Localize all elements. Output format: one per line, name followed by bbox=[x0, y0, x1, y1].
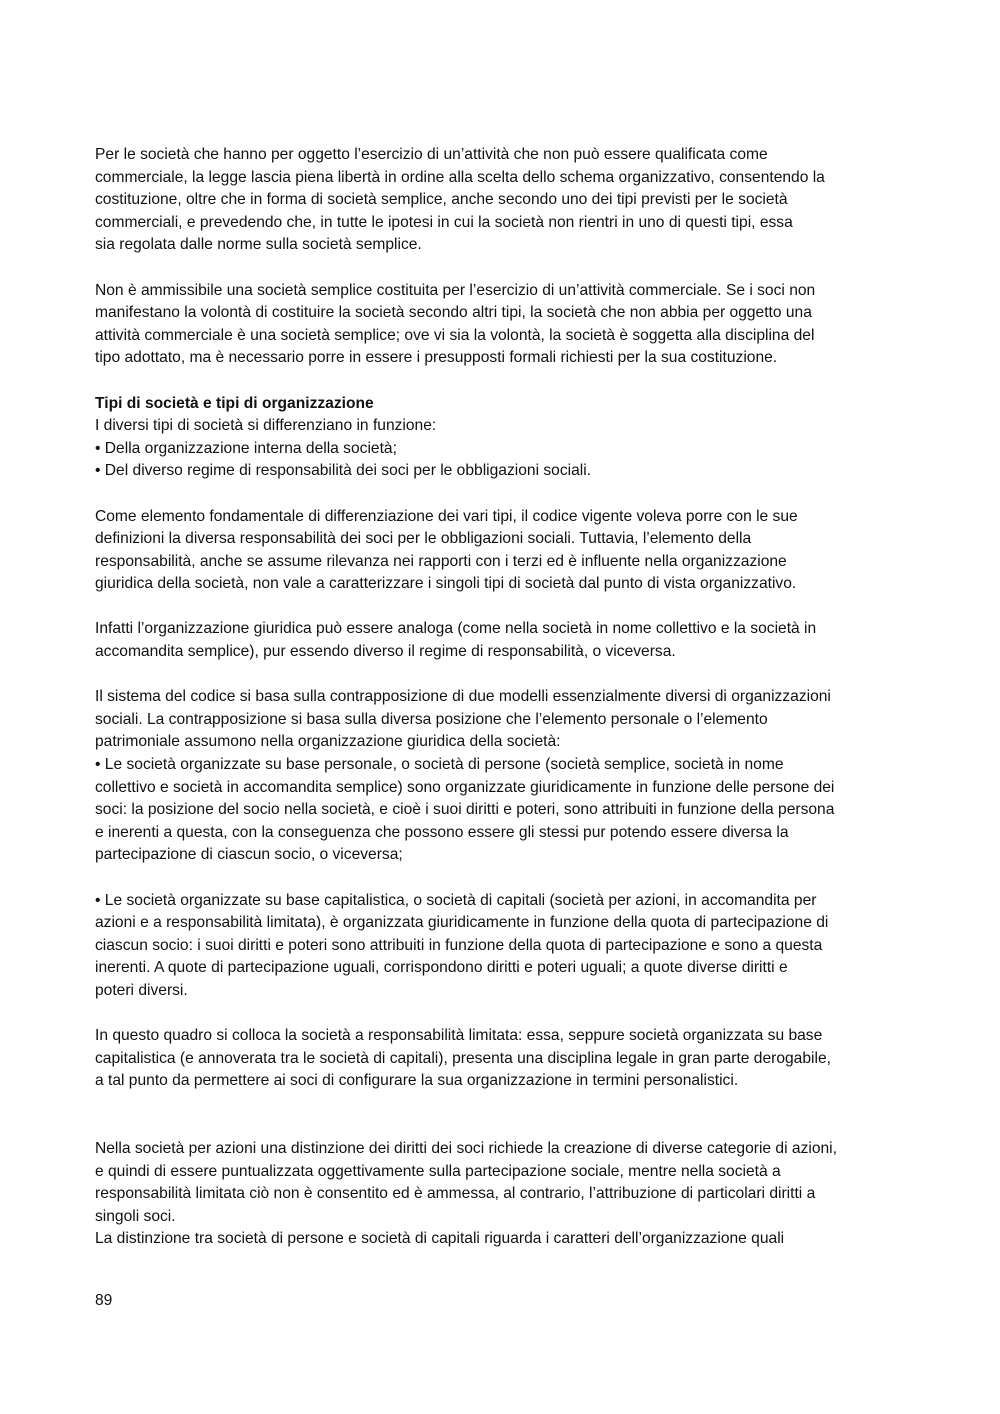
text-line: definizioni la diversa responsabilità dei soci per le obbligazioni sociali. Tuttavia, l’elemento della bbox=[95, 530, 752, 548]
text-line: azioni e a responsabilità limitata), è organizzata giuridicamente in funzione della quota di partecipazione di bbox=[95, 914, 829, 932]
text-line: singoli soci. bbox=[95, 1207, 176, 1225]
paragraph-1 bbox=[95, 144, 905, 257]
paragraph-5 bbox=[95, 686, 905, 867]
list-item: • Le società organizzate su base capitalistica, o società di capitali (società per azioni, in accomandita per bbox=[95, 891, 817, 909]
paragraph-spacer bbox=[95, 1003, 905, 1026]
text-line: I diversi tipi di società si differenziano in funzione: bbox=[95, 417, 437, 435]
text-line: giuridica della società, non vale a caratterizzare i singoli tipi di società dal punto di vista organizzativo. bbox=[95, 575, 797, 593]
text-line: In questo quadro si colloca la società a responsabilità limitata: essa, seppure società organizzata su base bbox=[95, 1027, 823, 1045]
text-line: e inerenti a questa, con la conseguenza che possono essere gli stessi pur potendo essere diversa la bbox=[95, 823, 789, 841]
paragraph-8 bbox=[95, 1138, 905, 1251]
list-item: • Del diverso regime di responsabilità dei soci per le obbligazioni sociali. bbox=[95, 462, 592, 480]
list-item: • Della organizzazione interna della società; bbox=[95, 439, 397, 457]
text-line: commerciali, e prevedendo che, in tutte le ipotesi in cui la società non rientri in uno di questi tipi, essa bbox=[95, 213, 793, 231]
text-line: commerciale, la legge lascia piena libertà in ordine alla scelta dello schema organizzativo, consentendo la bbox=[95, 168, 825, 186]
text-line: capitalistica (e annoverata tra le società di capitali), presenta una disciplina legale in gran parte derogabile, bbox=[95, 1049, 831, 1067]
text-line: costituzione, oltre che in forma di società semplice, anche secondo uno dei tipi previsti per le società bbox=[95, 191, 788, 209]
paragraph-spacer bbox=[95, 483, 905, 506]
page-number: 89 bbox=[95, 1292, 113, 1309]
paragraph-spacer bbox=[95, 257, 905, 280]
text-line: sia regolata dalle norme sulla società semplice. bbox=[95, 236, 422, 254]
paragraph-spacer bbox=[95, 664, 905, 687]
paragraph-spacer bbox=[95, 370, 905, 393]
paragraph-2 bbox=[95, 280, 905, 370]
text-line: a tal punto da permettere ai soci di configurare la sua organizzazione in termini personalistici. bbox=[95, 1072, 739, 1090]
text-line: responsabilità, anche se assume rilevanza nei rapporti con i terzi ed è influente nella organizzazione bbox=[95, 552, 787, 570]
text-line: partecipazione di ciascun socio, o viceversa; bbox=[95, 846, 403, 864]
text-line: accomandita semplice), pur essendo diverso il regime di responsabilità, o viceversa. bbox=[95, 643, 676, 661]
paragraph-6 bbox=[95, 890, 905, 1003]
text-line: attività commerciale è una società semplice; ove vi sia la volontà, la società è soggetta alla disciplina del bbox=[95, 326, 815, 344]
text-line: Infatti l’organizzazione giuridica può essere analoga (come nella società in nome collettivo e la società in bbox=[95, 620, 817, 638]
paragraph-spacer bbox=[95, 867, 905, 890]
paragraph-spacer bbox=[95, 1093, 905, 1138]
text-line: patrimoniale assumono nella organizzazione giuridica della società: bbox=[95, 733, 561, 751]
text-line: ciascun socio: i suoi diritti e poteri sono attribuiti in funzione della quota di partecipazione e sono a questa bbox=[95, 936, 823, 954]
text-line: Non è ammissibile una società semplice costituita per l’esercizio di un’attività commerciale. Se i soci non bbox=[95, 281, 816, 299]
text-line: Come elemento fondamentale di differenziazione dei vari tipi, il codice vigente voleva porre con le sue bbox=[95, 507, 798, 525]
text-line: manifestano la volontà di costituire la società secondo altri tipi, la società che non abbia per oggetto una bbox=[95, 304, 812, 322]
text-line: responsabilità limitata ciò non è consentito ed è ammessa, al contrario, l’attribuzione di particolari diritti a bbox=[95, 1185, 816, 1203]
list-item: • Le società organizzate su base personale, o società di persone (società semplice, società in nome bbox=[95, 756, 784, 774]
text-line: collettivo e società in accomandita semplice) sono organizzate giuridicamente in funzione delle persone dei bbox=[95, 778, 835, 796]
paragraph-7 bbox=[95, 1025, 905, 1093]
text-line: Il sistema del codice si basa sulla contrapposizione di due modelli essenzialmente diversi di organizzazioni bbox=[95, 688, 831, 706]
text-line: tipo adottato, ma è necessario porre in essere i presupposti formali richiesti per la sua costituzione. bbox=[95, 349, 778, 367]
text-line: La distinzione tra società di persone e società di capitali riguarda i caratteri dell’organizzazione quali bbox=[95, 1230, 785, 1248]
text-line: sociali. La contrapposizione si basa sulla diversa posizione che l’elemento personale o l’elemento bbox=[95, 710, 768, 728]
text-line: soci: la posizione del socio nella società, e cioè i suoi diritti e poteri, sono attribuiti in funzione della persona bbox=[95, 801, 835, 819]
text-line: poteri diversi. bbox=[95, 981, 188, 999]
text-line: Per le società che hanno per oggetto l’esercizio di un’attività che non può essere qualificata come bbox=[95, 146, 768, 163]
section-heading: Tipi di società e tipi di organizzazione bbox=[95, 394, 374, 412]
text-line: e quindi di essere puntualizzata oggettivamente sulla partecipazione sociale, mentre nella società a bbox=[95, 1162, 781, 1180]
document-page bbox=[95, 144, 905, 1251]
paragraph-4 bbox=[95, 618, 905, 663]
paragraph-3 bbox=[95, 506, 905, 596]
text-line: inerenti. A quote di partecipazione uguali, corrispondono diritti e poteri uguali; a quote diverse diritti e bbox=[95, 959, 788, 977]
intro-list bbox=[95, 415, 905, 483]
paragraph-spacer bbox=[95, 596, 905, 619]
text-line: Nella società per azioni una distinzione dei diritti dei soci richiede la creazione di diverse categorie di azioni, bbox=[95, 1139, 837, 1157]
